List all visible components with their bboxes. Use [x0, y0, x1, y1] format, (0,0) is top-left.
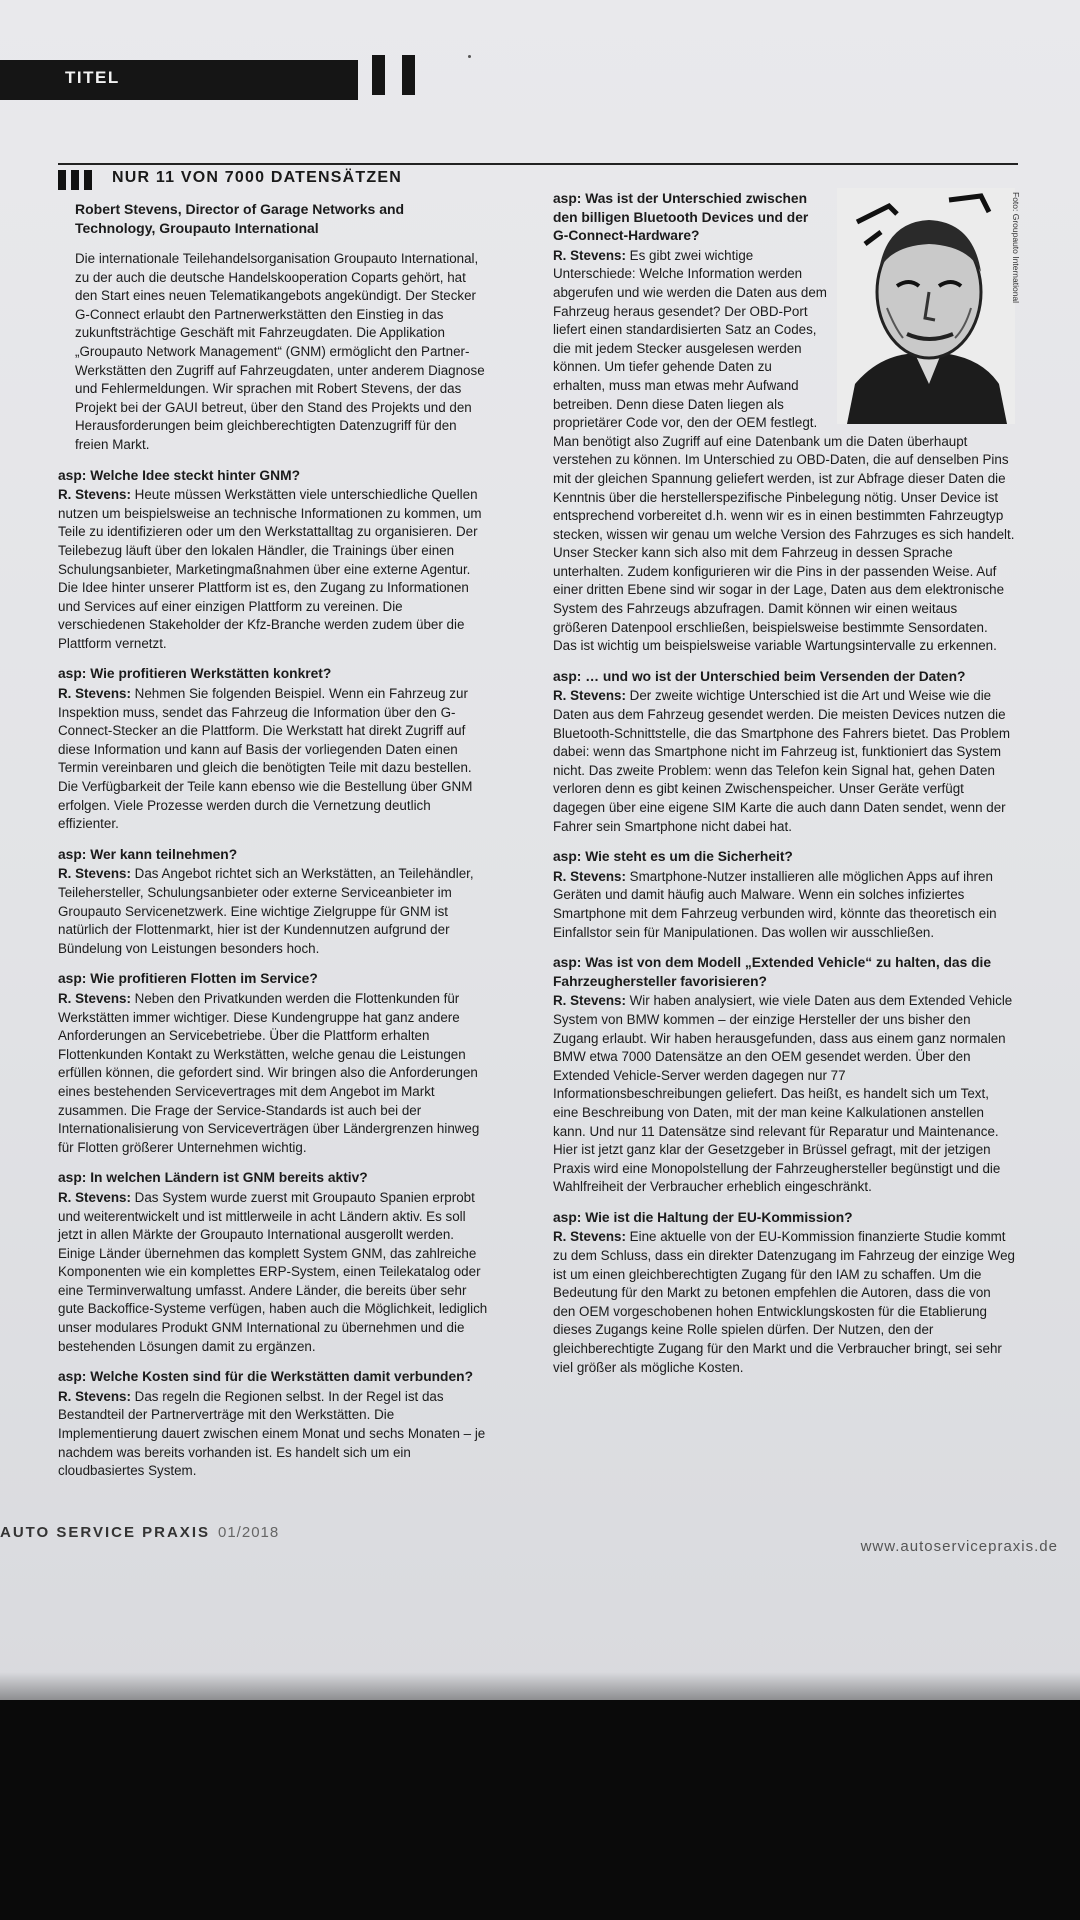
qa-block [58, 665, 488, 833]
question: asp: Welche Kosten sind für die Werkstätten damit verbunden? [58, 1369, 474, 1385]
speaker: R. Stevens: [553, 688, 626, 704]
answer-text: Es gibt zwei wichtige Unterschiede: Welche Information werden abgerufen und wie werden die Daten aus dem Fahrzeug heraus gesendet? Der OBD-Port liefert einen standardisierten Satz an Codes, die mit jedem Stecker ausgelesen werden können. Um tiefer gehende Daten zu erhalten, muss man etwas mehr Aufwand betreiben. Denn diese Daten liegen als proprietärer Code vor, den der OEM festlegt. Man benötigt also Zugriff auf eine Datenbank um die Daten überhaupt verstehen zu können. Im Unterschied zu OBD-Daten, die auf denselben Pins mit der gleichen Spannung geliefert werden, ist zur Abfrage dieser Daten die Kenntnis über die herstellerspezifische Pinbelegung nötig. Unser Device ist entsprechend vorbereitet d.h. wenn wir es in einen bestimmten Fahrzeugtyp stecken, wissen wir genau um welche Version des Fahrzuges es sich handelt. Unser Stecker kann sich also mit dem Fahrzeug in dessen Sprache unterhalten. Zudem konfigurieren wir die Pins in der passenden Weise. Auf einer dritten Ebene sind wir sogar in der Lage, Daten aus dem elektronische System des Fahrzeugs abzufragen. Damit können wir einen weitaus größeren Datenpool erschließen, beispielsweise bestimmte Sensordaten. Das ist wichtig um beispielsweise variable Wartungsintervalle zu erkennen. [553, 247, 1015, 654]
answer [553, 1228, 1015, 1377]
answer [58, 685, 488, 834]
answer [553, 687, 1015, 836]
answer [58, 486, 488, 653]
question: asp: Wie profitieren Werkstätten konkret? [58, 666, 332, 682]
answer-text: Der zweite wichtige Unterschied ist die Art und Weise wie die Daten aus dem Fahrzeug gesendet werden. Die meisten Devices nutzen die Bluetooth-Schnittstelle, die das Smartphone des Fahrers bietet. Das Problem dabei: wenn das Smartphone nicht im Fahrzeug ist, funktioniert das System nicht. Das zweite Problem: wenn das Telefon kein Signal hat, gehen Daten verloren denn es gibt keinen Zwischenspeicher. Unser Geräte verfügt dagegen über eine eigene SIM Karte die auch dann Daten sendet, wenn der Fahrer sein Smartphone nicht dabei hat. [553, 688, 1011, 834]
answer [58, 1189, 488, 1356]
section-blocks [58, 170, 97, 195]
answer-text: Smartphone-Nutzer installieren alle möglichen Apps auf ihren Geräten und damit häufig auch Malware. Wenn ein solches infiziertes Smartphone mit dem Fahrzeug verbunden wird, könnte das theoretisch ein Einfallstor sein für Manipulationen. Das wollen wir ausschließen. [553, 868, 997, 940]
qa-block [553, 1209, 1015, 1377]
portrait-illustration [837, 188, 1015, 424]
qa-block [58, 846, 488, 959]
qa-block [553, 848, 1015, 942]
qa-block [553, 668, 1015, 836]
footer-magazine [0, 1524, 279, 1541]
answer [553, 868, 1015, 942]
answer [553, 992, 1015, 1197]
question: asp: Was ist von dem Modell „Extended Vehicle“ zu halten, das die Fahrzeughersteller favorisieren? [553, 955, 992, 989]
answer [58, 865, 488, 958]
speaker: R. Stevens: [58, 990, 131, 1006]
magazine-name: AUTO SERVICE PRAXIS [0, 1524, 210, 1541]
left-column [58, 200, 488, 1493]
answer-text: Wir haben analysiert, wie viele Daten aus dem Extended Vehicle System von BMW kommen – der einzige Hersteller der uns bisher den Zugang erlaubt. Wir haben herausgefunden, dass aus einem ganz normalen BMW etwa 7000 Datensätze an den OEM gesendet werden. Über den Extended Vehicle-Server werden dagegen nur 77 Informationsbeschreibungen geliefert. Das heißt, es handelt sich um Text, eine Beschreibung von Daten, mit der man keine Kalkulationen anstellen kann. Und nur 11 Datensätze sind relevant für Reparatur und Maintenance. Hier ist jetzt ganz klar der Gesetzgeber in Brüssel gefragt, mit der jetzigen Praxis wird eine Monopolstellung der Fahrzeughersteller begünstigt und die Wahlfreiheit der Verbraucher erheblich eingeschränkt. [553, 993, 1013, 1195]
qa-block [553, 954, 1015, 1197]
print-dot [468, 55, 471, 58]
question: asp: Was ist der Unterschied zwischen den billigen Bluetooth Devices und der G-Connect-Hardware? [553, 191, 809, 244]
intro-byline: Robert Stevens, Director of Garage Networks and Technology, Groupauto International [75, 201, 405, 236]
qa-block [58, 970, 488, 1157]
right-column [553, 190, 1021, 1389]
speaker: R. Stevens: [553, 868, 626, 884]
answer-text: Das System wurde zuerst mit Groupauto Spanien erprobt und weiterentwickelt und ist mittlerweile in acht Ländern aktiv. Es soll jetzt in allen Märkte der Groupauto International ausgerollt werden. Einige Länder übernehmen das komplett System GNM, das zahlreiche Komponenten wie ein komplettes ERP-System, einen Teilekatalog oder eine Terminverwaltung umfasst. Andere Länder, die bereits über sehr gute Backoffice-Systeme verfügen, haben auch die Möglichkeit, lediglich unser modulares Produkt GNM International zu übernehmen und die bestehenden Lösungen damit zu ergänzen. [58, 1189, 488, 1354]
question: asp: Wie steht es um die Sicherheit? [553, 849, 793, 865]
header-block [372, 55, 385, 95]
qa-block [58, 1368, 488, 1481]
page-edge-shadow [0, 1672, 1080, 1700]
speaker: R. Stevens: [58, 487, 131, 503]
answer-text: Nehmen Sie folgenden Beispiel. Wenn ein Fahrzeug zur Inspektion muss, sendet das Fahrzeug die Information über den G-Connect-Stecker an die Plattform. Die Werkstatt hat direkt Zugriff auf diese Information und kann auf Basis der vorliegenden Daten einen Termin vereinbaren und gleich die benötigten Teile mit dazu bestellen. Die Verfügbarkeit der Teile kann ebenso wie die Bestellung über GNM erfolgen. Viele Prozesse werden durch die Vernetzung deutlich effizienter. [58, 686, 473, 832]
speaker: R. Stevens: [58, 1388, 131, 1404]
question: asp: … und wo ist der Unterschied beim Versenden der Daten? [553, 668, 966, 684]
question: asp: Wer kann teilnehmen? [58, 846, 238, 862]
speaker: R. Stevens: [553, 1229, 626, 1245]
answer-text: Eine aktuelle von der EU-Kommission finanzierte Studie kommt zu dem Schluss, dass ein direkter Datenzugang im Fahrzeug der einzige Weg ist um einen gleichberechtigten Zugang für den IAM zu schaffen. Um die Bedeutung für den Markt zu betonen empfehlen die Autoren, dass die von den OEM vorgeschobenen hohen Entwicklungskosten für die Etablierung dieses Zugangs keine Rolle spielen dürfen. Der Nutzen, den der gleichberechtigte Zugang für den Markt und die Verbraucher bringt, sei sehr viel größer als mögliche Kosten. [553, 1229, 1015, 1375]
answer-text: Neben den Privatkunden werden die Flottenkunden für Werkstätten immer wichtiger. Diese Kundengruppe hat ganz andere Anforderungen an Servicebetriebe. Über die Plattform erhalten Flottenkunden Kontakt zu Werkstätten, welche genau die Leistungen erfüllen können, die gefordert sind. Wir bringen also die Anforderungen eines bestehenden Servicevertrages mit dem Angebot im Markt zusammen. Die Frage der Service-Standards ist auch bei der Internationalisierung von Serviceverträgen über Ländergrenzen hinweg für Flotten größerer Unternehmen wichtig. [58, 990, 480, 1155]
section-title: NUR 11 VON 7000 DATENSÄTZEN [112, 169, 402, 186]
speaker: R. Stevens: [58, 866, 131, 882]
answer-text: Heute müssen Werkstätten viele unterschiedliche Quellen nutzen um beispielsweise an technische Informationen zu kommen, um Teile zu identifizieren oder um den Werkstattalltag zu organisieren. Der Teilebezug läuft über den lokalen Händler, die Trainings über einen Schulungsanbieter, Marketingmaßnahmen über eine externe Agentur. Die Idee hinter unserer Plattform ist es, den Zugang zu Informationen und Services auf einer einzigen Plattform zu vereinen. Die verschiedenen Stakeholder der Kfz-Branche werden zudem über die Plattform vernetzt. [58, 487, 482, 651]
qa-block [58, 1169, 488, 1356]
speaker: R. Stevens: [58, 686, 131, 702]
portrait-photo [837, 188, 1021, 424]
answer [58, 990, 488, 1157]
footer-url: www.autoservicepraxis.de [860, 1538, 1058, 1555]
intro-text: Die internationale Teilehandelsorganisation Groupauto International, zu der auch die deutsche Handelskooperation Coparts gehört, hat den Start eines neuen Telematikangebots angekündigt. Der Stecker G-Connect erlaubt den Partnerwerkstätten den Einstieg in das zukunftsträchtige Geschäft mit Fahrzeugdaten. Die Applikation „Groupauto Network Management“ (GNM) ermöglicht den Partner-Werkstätten den Zugriff auf Fahrzeugdaten, unter anderem Diagnose und Fehlermeldungen. Wir sprachen mit Robert Stevens, der das Projekt bei der GAUI betreut, über den Stand des Projekts und den Herausforderungen beim gleichberechtigten Datenzugriff für den freien Markt. [75, 251, 485, 452]
question: asp: Welche Idee steckt hinter GNM? [58, 467, 301, 483]
speaker: R. Stevens: [58, 1189, 131, 1205]
answer-text: Das Angebot richtet sich an Werkstätten, an Teilehändler, Teilehersteller, Schulungsanbieter oder externe Serviceanbieter im Groupauto Servicenetzwerk. Eine wichtige Zielgruppe für GNM ist natürlich der Flottenmarkt, hier ist der Kundennutzen aufgrund der Bündelung von Leistungen besonders hoch. [58, 866, 474, 956]
header-block [402, 55, 415, 95]
question: asp: In welchen Ländern ist GNM bereits aktiv? [58, 1170, 368, 1186]
header-bar [0, 60, 358, 100]
issue-number: 01/2018 [218, 1524, 280, 1541]
header-label: TITEL [65, 68, 120, 87]
speaker: R. Stevens: [553, 247, 626, 263]
photo-credit: Foto: Groupauto International [1011, 192, 1021, 304]
speaker: R. Stevens: [553, 993, 626, 1009]
question: asp: Wie profitieren Flotten im Service? [58, 971, 318, 987]
question: asp: Wie ist die Haltung der EU-Kommission? [553, 1209, 853, 1225]
answer-text: Das regeln die Regionen selbst. In der Regel ist das Bestandteil der Partnerverträge mit den Werkstätten. Die Implementierung dauert zwischen einem Monat und sechs Monaten – je nachdem was bereits vorhanden ist. Es handelt sich um ein cloudbasiertes System. [58, 1388, 486, 1479]
answer [58, 1388, 488, 1481]
qa-block [58, 467, 488, 654]
